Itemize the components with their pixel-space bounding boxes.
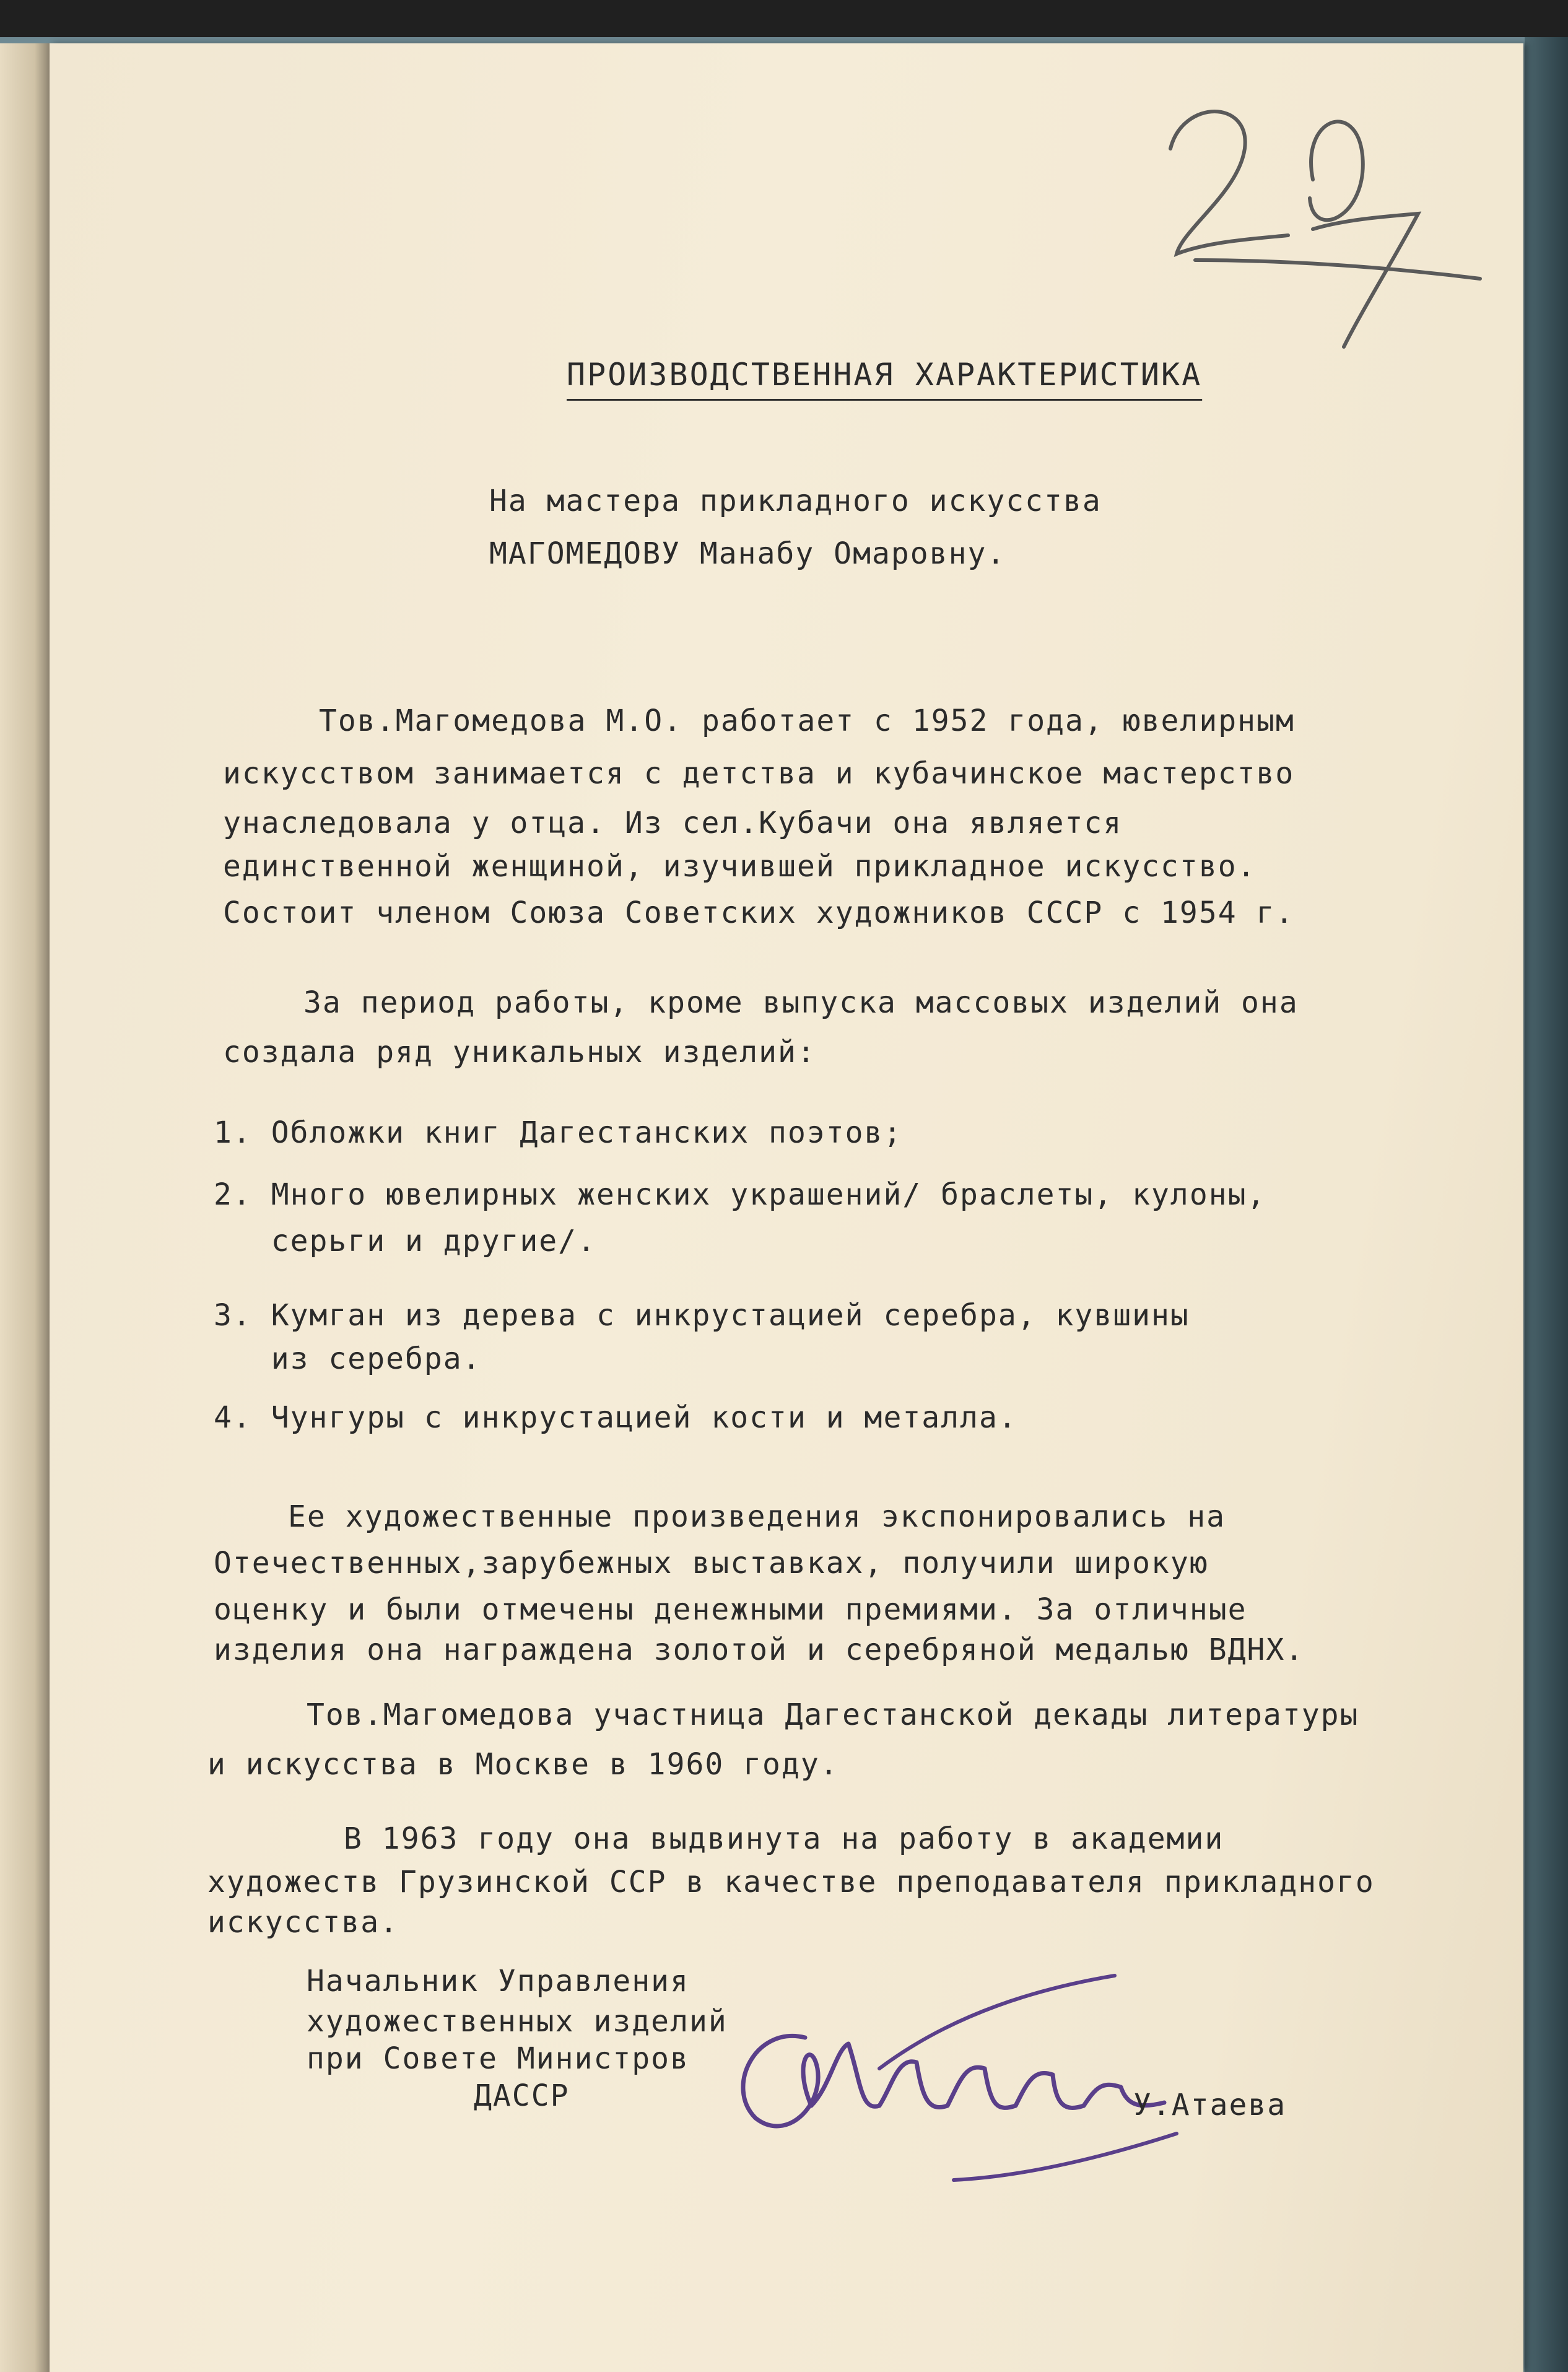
signatory-name: У.Атаева <box>1133 2088 1287 2122</box>
document-sheet <box>50 43 1523 2372</box>
para1-line: Состоит членом Союза Советских художников СССР с 1954 г. <box>223 896 1295 930</box>
signatory-position-line: Начальник Управления <box>307 1964 689 1999</box>
para2-line: создала ряд уникальных изделий: <box>223 1035 816 1070</box>
para1-line: искусством занимается с детства и кубачинское мастерство <box>223 756 1295 791</box>
list-item: 1. Обложки книг Дагестанских поэтов; <box>214 1115 903 1150</box>
document-title: ПРОИЗВОДСТВЕННАЯ ХАРАКТЕРИСТИКА <box>567 357 1203 393</box>
list-item-continued: из серебра. <box>214 1341 482 1376</box>
subject-line-1: На мастера прикладного искусства <box>489 484 1102 518</box>
para5-line: художеств Грузинской ССР в качестве преподавателя прикладного <box>207 1865 1375 1899</box>
para3-line: изделия она награждена золотой и серебряной медалью ВДНХ. <box>214 1633 1305 1667</box>
para2-line: За период работы, кроме выпуска массовых изделий она <box>303 985 1299 1020</box>
signatory-position-line: художественных изделий <box>307 2004 728 2039</box>
subject-line-2: МАГОМЕДОВУ Манабу Омаровну. <box>489 536 1006 571</box>
folder-edge <box>1525 37 1568 2372</box>
para1-line: единственной женщиной, изучившей прикладное искусство. <box>223 849 1257 884</box>
list-item-continued: серьги и другие/. <box>214 1224 596 1258</box>
signatory-position-line: при Совете Министров <box>307 2041 689 2076</box>
para1-line: Тов.Магомедова М.О. работает с 1952 года, ювелирным <box>319 704 1295 738</box>
para1-line: унаследовала у отца. Из сел.Кубачи она является <box>223 806 1123 840</box>
handwritten-signature <box>718 1963 1201 2199</box>
list-item: 3. Кумган из дерева с инкрустацией серебра, кувшины <box>214 1298 1190 1333</box>
para4-line: Тов.Магомедова участница Дагестанской декады литературы <box>307 1698 1359 1732</box>
list-item: 4. Чунгуры с инкрустацией кости и металла. <box>214 1400 1017 1435</box>
para3-line: Отечественных,зарубежных выставках, получили широкую <box>214 1546 1209 1581</box>
folio-number-pencil <box>1158 74 1492 359</box>
list-item: 2. Много ювелирных женских украшений/ браслеты, кулоны, <box>214 1177 1266 1212</box>
para5-line: В 1963 году она выдвинута на работу в академии <box>344 1821 1224 1856</box>
para5-line: искусства. <box>207 1905 399 1940</box>
para3-line: оценку и были отмечены денежными премиями. За отличные <box>214 1592 1247 1627</box>
para3-line: Ее художественные произведения экспонировались на <box>288 1499 1226 1534</box>
previous-page-edge <box>0 43 50 2372</box>
signatory-position-line: ДАССР <box>474 2078 570 2113</box>
para4-line: и искусства в Москве в 1960 году. <box>207 1747 839 1782</box>
